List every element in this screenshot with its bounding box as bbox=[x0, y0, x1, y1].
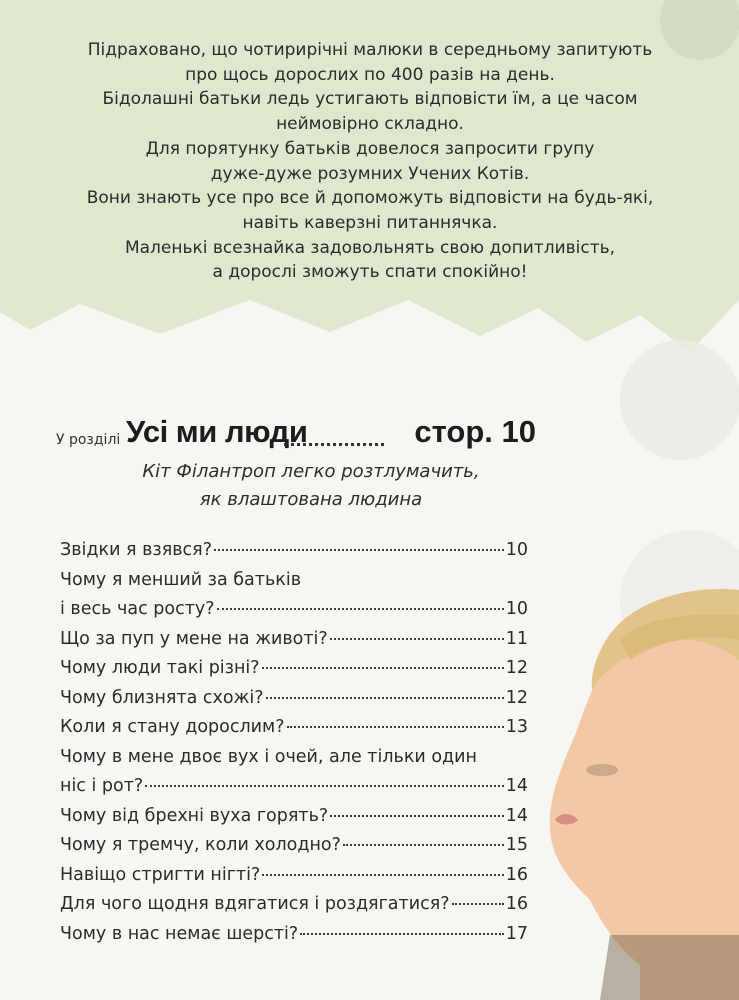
toc-entry bbox=[60, 865, 528, 895]
toc-entry-title: Для чого щодня вдягатися і роздягатися? bbox=[60, 894, 450, 914]
toc-entry-page: 11 bbox=[505, 628, 528, 649]
intro-line: Вони знають усе про все й допоможуть відповісти на будь-які, bbox=[86, 188, 654, 209]
leader-dots bbox=[214, 549, 504, 551]
intro-line: Підраховано, що чотирирічні малюки в середньому запитують bbox=[87, 40, 653, 60]
subtitle-line: Кіт Філантроп легко розтлумачить, bbox=[142, 461, 480, 482]
leader-dots bbox=[145, 785, 504, 787]
toc-entry bbox=[60, 835, 528, 865]
intro-line: неймовірно складно. bbox=[276, 114, 464, 135]
leader-dots bbox=[300, 933, 504, 935]
chapter-heading bbox=[56, 416, 536, 456]
chapter-page: стор. 10 bbox=[414, 414, 536, 449]
toc-entry bbox=[60, 658, 528, 688]
leader-dots bbox=[262, 874, 503, 876]
toc-entry-title: Чому люди такі різні? bbox=[60, 658, 260, 678]
toc-entry-page: 14 bbox=[505, 805, 528, 826]
chapter-subtitle bbox=[56, 458, 566, 514]
leader-dots bbox=[452, 903, 504, 905]
toc-entry bbox=[60, 924, 528, 954]
leader-dots bbox=[217, 608, 504, 610]
toc-entry-title-continued: ніс і рот? bbox=[60, 776, 144, 796]
toc-entry-title-continued: і весь час росту? bbox=[60, 599, 215, 619]
intro-line: Маленькі всезнайка задовольнять свою допитливість, bbox=[124, 237, 616, 258]
intro-line: а дорослі зможуть спати спокійно! bbox=[212, 262, 528, 283]
toc-entry bbox=[60, 629, 528, 659]
toc-entry-page: 12 bbox=[505, 687, 528, 708]
intro-line: про щось дорослих по 400 разів на день. bbox=[185, 64, 555, 85]
intro-line: Бідолашні батьки ледь устигають відповісти їм, а це часом bbox=[102, 89, 638, 110]
leader-dots bbox=[266, 697, 504, 699]
toc-entry bbox=[60, 570, 528, 629]
chapter-lead: У розділі bbox=[56, 432, 121, 448]
toc-entry-page: 17 bbox=[505, 923, 528, 944]
toc-entry bbox=[60, 894, 528, 924]
table-of-contents bbox=[60, 540, 528, 953]
toc-entry-page: 13 bbox=[505, 717, 528, 737]
toc-entry-title: Чому в нас немає шерсті? bbox=[60, 923, 299, 944]
intro-line: Для порятунку батьків довелося запросити групу bbox=[145, 138, 595, 159]
leader-dots bbox=[343, 844, 504, 846]
toc-entry-title: Коли я стану дорослим? bbox=[60, 717, 285, 737]
chapter-leader-dots bbox=[284, 443, 384, 446]
toc-entry-title: Чому в мене двоє вух і очей, але тільки один bbox=[60, 746, 477, 767]
chapter-title: Усі ми люди bbox=[126, 414, 308, 449]
toc-entry-title: Чому від брехні вуха горять? bbox=[60, 805, 329, 826]
toc-entry-page: 14 bbox=[505, 776, 528, 796]
toc-entry-page: 16 bbox=[505, 864, 528, 885]
toc-entry bbox=[60, 747, 528, 806]
leader-dots bbox=[262, 667, 504, 669]
toc-entry bbox=[60, 540, 528, 570]
leader-dots bbox=[330, 815, 504, 817]
intro-text bbox=[40, 38, 700, 285]
toc-entry-title: Навіщо стригти нігті? bbox=[60, 864, 261, 885]
toc-entry-page: 15 bbox=[505, 835, 528, 855]
toc-entry-page: 10 bbox=[505, 540, 528, 560]
toc-entry-page: 12 bbox=[505, 658, 528, 678]
toc-entry-title: Що за пуп у мене на животі? bbox=[60, 628, 328, 649]
toc-entry-title: Звідки я взявся? bbox=[60, 540, 212, 560]
intro-line: дуже-дуже розумних Учених Котів. bbox=[210, 163, 530, 184]
toc-entry-page: 10 bbox=[505, 599, 528, 619]
toc-entry-page: 16 bbox=[505, 894, 528, 914]
toc-entry bbox=[60, 717, 528, 747]
toc-entry-title: Чому я менший за батьків bbox=[60, 569, 302, 590]
subtitle-line: як влаштована людина bbox=[199, 489, 423, 510]
leader-dots bbox=[287, 726, 504, 728]
leader-dots bbox=[330, 638, 504, 640]
toc-entry-title: Чому я тремчу, коли холодно? bbox=[60, 835, 341, 855]
toc-entry-title: Чому близнята схожі? bbox=[60, 687, 264, 708]
intro-line: навіть каверзні питаннячка. bbox=[242, 212, 498, 233]
toc-entry bbox=[60, 688, 528, 718]
toc-entry bbox=[60, 806, 528, 836]
